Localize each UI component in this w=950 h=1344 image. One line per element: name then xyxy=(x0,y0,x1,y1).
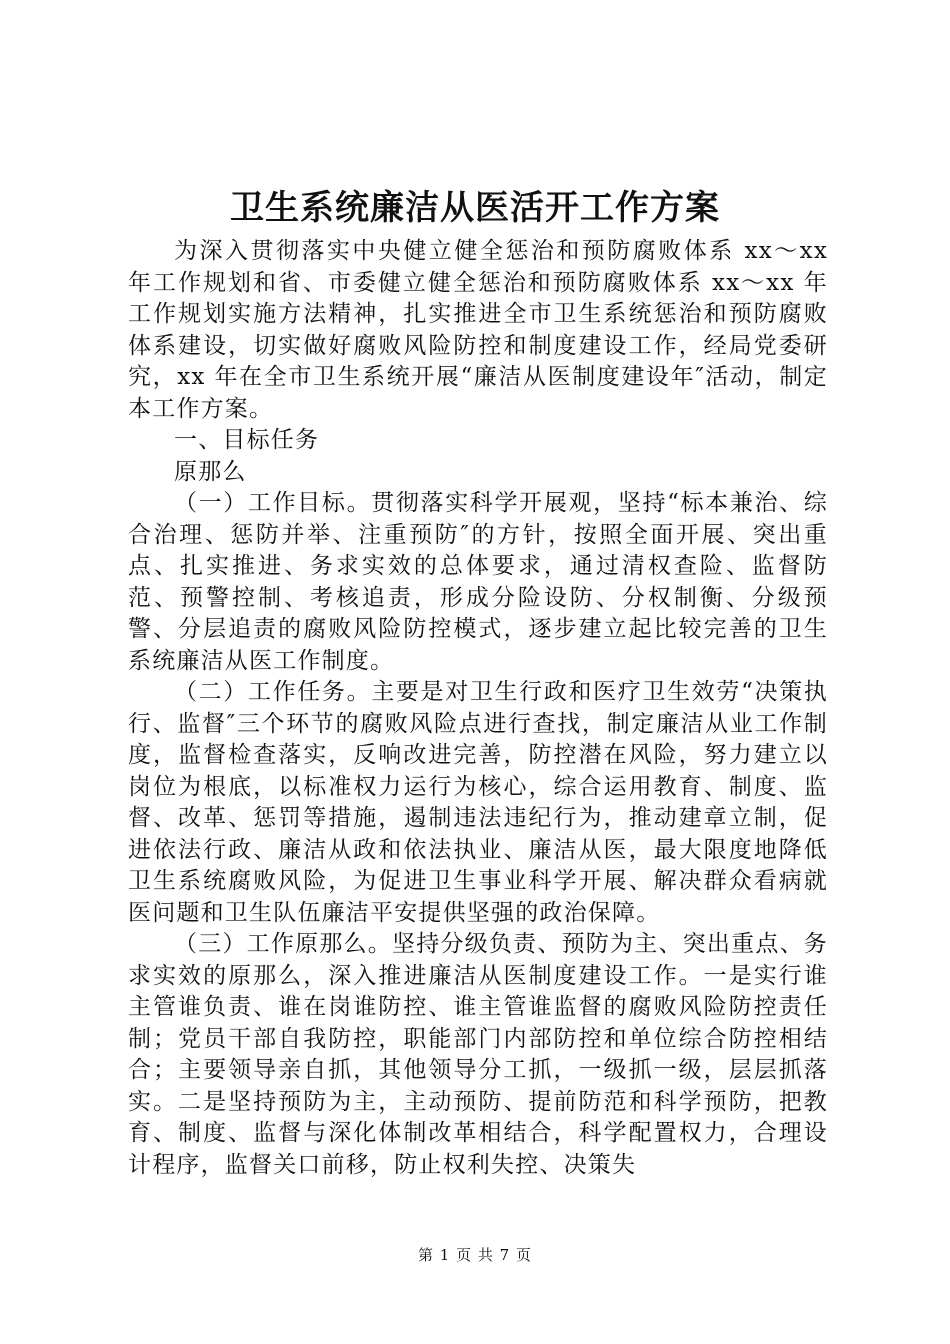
work-task-paragraph: （二）工作任务。主要是对卫生行政和医疗卫生效劳“决策执行、监督″三个环节的腐败风险点进行查找，制定廉洁从业工作制度，监督检查落实，反响改进完善，防控潜在风险，努力建立以岗位为根底，以标准权力运行为核心，综合运用教育、制度、监督、改革、惩罚等措施，遏制违法违纪行为，推动建章立制，促进依法行政、廉洁从政和依法执业、廉洁从医，最大限度地降低卫生系统腐败风险，为促进卫生事业科学开展、解决群众看病就医问题和卫生队伍廉洁平安提供坚强的政治保障。 xyxy=(128,679,828,926)
document-body xyxy=(128,236,828,1181)
principles-heading: 原那么 xyxy=(174,458,247,485)
work-principle-paragraph: （三）工作原那么。坚持分级负责、预防为主、突出重点、务求实效的原那么，深入推进廉洁从医制度建设工作。一是实行谁主管谁负责、谁在岗谁防控、谁主管谁监督的腐败风险防控责任制；党员干部自我防控，职能部门内部防控和单位综合防控相结合；主要领导亲自抓，其他领导分工抓，一级抓一级，层层抓落实。二是坚持预防为主，主动预防、提前防范和科学预防，把教育、制度、监督与深化体制改革相结合，科学配置权力，合理设计程序，监督关口前移，防止权利失控、决策失 xyxy=(128,931,828,1178)
section-heading-goals: 一、目标任务 xyxy=(174,427,320,453)
document-title: 卫生系统廉洁从医活开工作方案 xyxy=(230,188,720,228)
work-goal-paragraph: （一）工作目标。贯彻落实科学开展观，坚持“标本兼治、综合治理、惩防并举、注重预防″的方针，按照全面开展、突出重点、扎实推进、务求实效的总体要求，通过清权查险、监督防范、预警控制、考核追责，形成分险设防、分权制衡、分级预警、分层追责的腐败风险防控模式，逐步建立起比较完善的卫生系统廉洁从医工作制度。 xyxy=(128,490,828,674)
intro-paragraph: 为深入贯彻落实中央健立健全惩治和预防腐败体系 xx～xx 年工作规划和省、市委健立健全惩治和预防腐败体系 xx～xx 年工作规划实施方法精神，扎实推进全市卫生系统惩治和预防腐败体系建设，切实做好腐败风险防控和制度建设工作，经局党委研究，xx 年在全市卫生系统开展“廉洁从医制度建设年″活动，制定本工作方案。 xyxy=(128,238,828,422)
page-footer: 第 1 页 共 7 页 xyxy=(418,1246,532,1264)
